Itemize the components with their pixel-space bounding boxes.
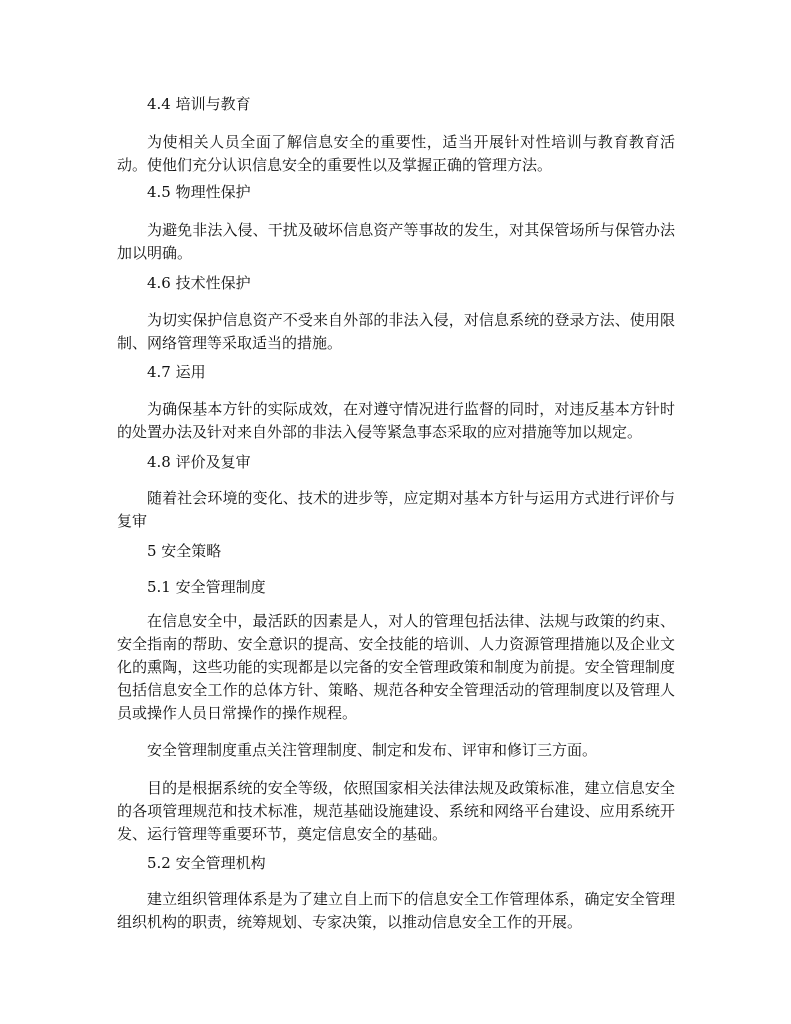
section-heading-5-1: 5.1 安全管理制度 <box>147 578 266 596</box>
section-heading-4-7: 4.7 运用 <box>147 363 206 381</box>
paragraph-4-7: 为确保基本方针的实际成效，在对遵守情况进行监督的同时，对违反基本方针时的处置办法及针对来自外部的非法入侵等紧急事态采取的应对措施等加以规定。 <box>117 400 675 441</box>
section-heading-4-6: 4.6 技术性保护 <box>147 274 251 292</box>
section-heading-4-4: 4.4 培训与教育 <box>147 95 251 113</box>
paragraph-5-2: 建立组织管理体系是为了建立自上而下的信息安全工作管理体系，确定安全管理组织机构的职责，统筹规划、专家决策，以推动信息安全工作的开展。 <box>117 890 675 931</box>
paragraph-5-1-a: 在信息安全中，最活跃的因素是人，对人的管理包括法律、法规与政策的约束、安全指南的帮助、安全意识的提高、安全技能的培训、人力资源管理措施以及企业文化的熏陶，这些功能的实现都是以完备的安全管理政策和制度为前提。安全管理制度包括信息安全工作的总体方针、策略、规范各种安全管理活动的管理制度以及管理人员或操作人员日常操作的操作规程。 <box>117 612 675 722</box>
section-heading-4-5: 4.5 物理性保护 <box>147 183 251 201</box>
paragraph-5-1-b: 安全管理制度重点关注管理制度、制定和发布、评审和修订三方面。 <box>147 741 598 759</box>
paragraph-4-4: 为使相关人员全面了解信息安全的重要性，适当开展针对性培训与教育教育活动。使他们充分认识信息安全的重要性以及掌握正确的管理方法。 <box>117 133 675 174</box>
paragraph-4-6: 为切实保护信息资产不受来自外部的非法入侵，对信息系统的登录方法、使用限制、网络管理等采取适当的措施。 <box>117 311 675 352</box>
section-heading-4-8: 4.8 评价及复审 <box>147 453 251 471</box>
paragraph-4-8: 随着社会环境的变化、技术的进步等，应定期对基本方针与运用方式进行评价与复审 <box>117 489 675 530</box>
section-heading-5-2: 5.2 安全管理机构 <box>147 854 266 872</box>
section-heading-5: 5 安全策略 <box>147 542 222 560</box>
paragraph-4-5: 为避免非法入侵、干扰及破坏信息资产等事故的发生，对其保管场所与保管办法加以明确。 <box>117 221 675 262</box>
paragraph-5-1-c: 目的是根据系统的安全等级，依照国家相关法律法规及政策标准，建立信息安全的各项管理规范和技术标准，规范基础设施建设、系统和网络平台建设、应用系统开发、运行管理等重要环节，奠定信息安全的基础。 <box>117 779 675 843</box>
